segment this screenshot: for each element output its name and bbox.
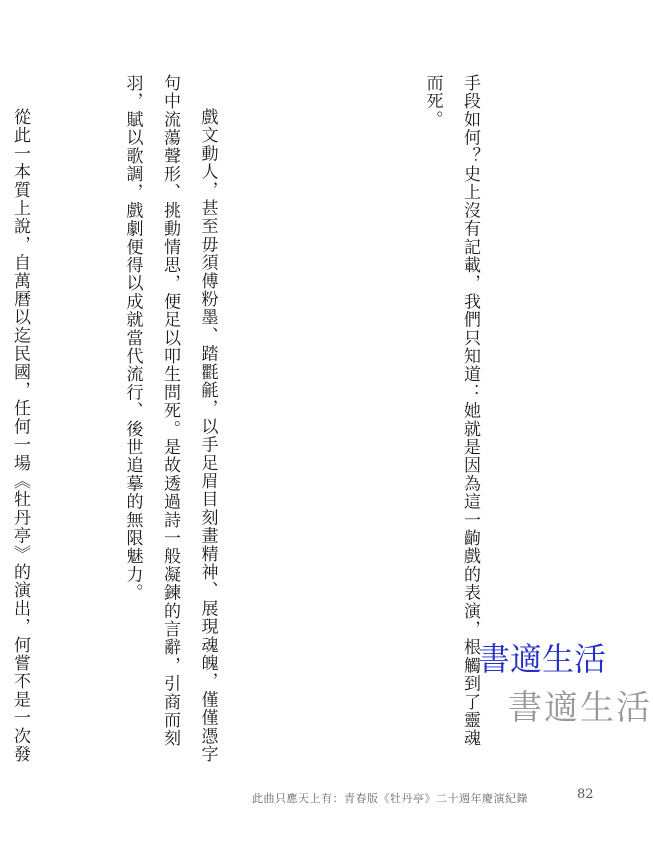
paragraph-1: 手段如何？史上沒有記載，我們只知道：她就是因為這一齣戲的表演，根觸到了靈魂而死。 [422, 74, 480, 748]
page-number: 82 [577, 787, 594, 802]
paragraph-spacer [301, 74, 339, 764]
paragraph-3: 從此一本質上說，自萬曆以迄民國，任何一場《牡丹亭》的演出，何嘗不是一次發 [10, 108, 30, 764]
watermark-blue: 書適生活 [478, 640, 607, 678]
paragraph-2: 戲文動人，甚至毋須傅粉墨、踏氍毹，以手足眉目刻畫精神、展現魂魄，僅僅憑字句中流蕩聲形、挑動情思，便足以叩生問死。是故透過詩一般凝鍊的言辭，引商而刻羽，賦以歌調，戲劇便得以成就當代流行、後世追摹的無限魅力。 [122, 74, 218, 764]
watermark-gray: 書適生活 [508, 688, 652, 728]
running-footer: 此曲只應天上有：青春版《牡丹亭》二十週年慶演紀錄 [252, 792, 528, 805]
